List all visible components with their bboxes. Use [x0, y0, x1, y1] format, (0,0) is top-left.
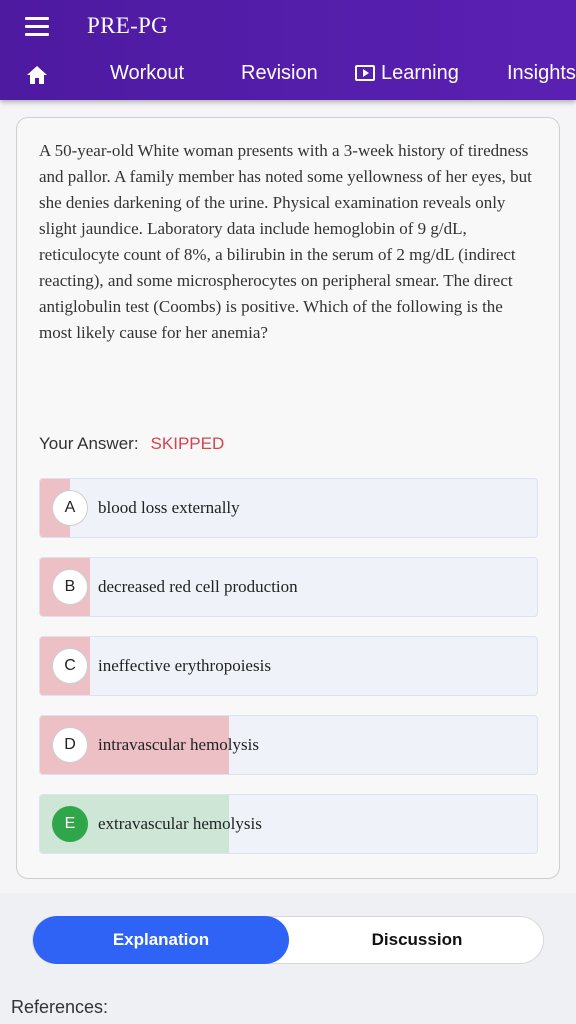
option-b[interactable]: [39, 557, 538, 617]
nav-workout[interactable]: [110, 62, 184, 85]
explanation-discussion-toggle: [32, 916, 544, 964]
option-a-letter: A: [52, 490, 88, 526]
option-a-text: blood loss externally: [98, 498, 240, 517]
menu-icon[interactable]: [25, 17, 49, 37]
option-c[interactable]: [39, 636, 538, 696]
tab-explanation[interactable]: Explanation: [33, 916, 289, 964]
option-e-letter: E: [52, 806, 88, 842]
question-card: [16, 117, 560, 879]
your-answer-value: SKIPPED: [150, 434, 225, 453]
home-icon[interactable]: [26, 65, 48, 85]
option-c-text: ineffective erythropoiesis: [98, 656, 271, 675]
top-nav: [0, 50, 576, 100]
tab-discussion[interactable]: Discussion: [371, 930, 463, 949]
nav-insights[interactable]: [507, 62, 576, 85]
option-d-letter: D: [52, 727, 88, 763]
question-text: A 50-year-old White woman presents with a 3-week history of tiredness and pallor. A family member has noted some yellowness of her eyes, but she denies darkening of the urine. Physical examination reveals only slight jaundice. Laboratory data include hemoglobin of 9 g/dL, reticulocyte count of 8%, a bilirubin in the serum of 2 mg/dL (indirect reacting), and some microspherocytes on peripheral smear. The direct antiglobulin test (Coombs) is positive. Which of the following is the most likely cause for her anemia?: [39, 141, 532, 342]
app-bar: [0, 0, 576, 100]
your-answer: [39, 434, 224, 454]
option-d[interactable]: [39, 715, 538, 775]
nav-insights-label: Insights: [507, 62, 576, 84]
video-play-icon: [355, 65, 375, 81]
app-title: PRE-PG: [87, 13, 169, 38]
nav-workout-label: Workout: [110, 62, 185, 84]
option-a[interactable]: [39, 478, 538, 538]
option-e[interactable]: [39, 794, 538, 854]
bottom-section: [0, 893, 576, 1024]
nav-learning-label: Learning: [381, 62, 459, 84]
option-b-text: decreased red cell production: [98, 577, 298, 596]
nav-revision-label: Revision: [241, 62, 318, 84]
references-heading: References:: [11, 997, 109, 1017]
option-d-text: intravascular hemolysis: [98, 735, 259, 754]
option-b-letter: B: [52, 569, 88, 605]
option-e-text: extravascular hemolysis: [98, 814, 262, 833]
nav-revision[interactable]: [241, 62, 318, 85]
nav-learning[interactable]: [355, 62, 459, 85]
your-answer-label: Your Answer:: [39, 434, 139, 453]
option-c-letter: C: [52, 648, 88, 684]
